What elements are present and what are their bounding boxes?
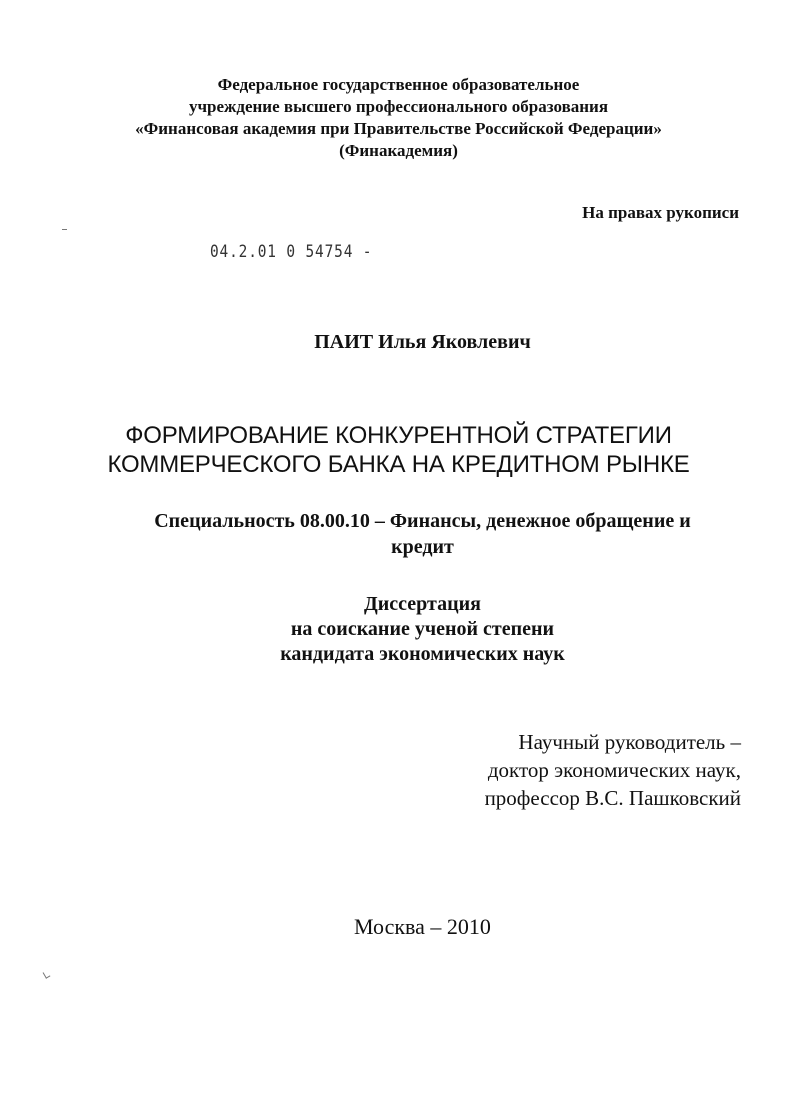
scan-speck xyxy=(62,229,67,230)
library-stamp-number: 04.2.01 0 54754 - xyxy=(210,242,373,262)
institution-line: «Финансовая академия при Правительстве Российской Федерации» xyxy=(135,119,662,138)
title-line: ФОРМИРОВАНИЕ КОНКУРЕНТНОЙ СТРАТЕГИИ xyxy=(125,422,672,449)
institution-line: (Финакадемия) xyxy=(339,141,458,160)
title-line: КОММЕРЧЕСКОГО БАНКА НА КРЕДИТНОМ РЫНКЕ xyxy=(107,451,690,478)
dissertation-type xyxy=(0,592,797,667)
specialty-line: кредит xyxy=(391,536,454,558)
specialty xyxy=(0,508,797,560)
rights-note: На правах рукописи xyxy=(582,203,739,222)
specialty-line: Специальность 08.00.10 – Финансы, денежное обращение и xyxy=(154,510,691,532)
supervisor-line: профессор В.С. Пашковский xyxy=(484,786,741,810)
author-name: ПАИТ Илья Яковлевич xyxy=(314,331,531,353)
dissertation-line: кандидата экономических наук xyxy=(280,643,565,665)
supervisor-line: доктор экономических наук, xyxy=(487,758,741,782)
institution-header xyxy=(0,74,797,162)
city-year: Москва – 2010 xyxy=(354,914,491,939)
supervisor-line: Научный руководитель – xyxy=(518,730,741,754)
institution-line: учреждение высшего профессионального образования xyxy=(188,97,609,116)
supervisor-block xyxy=(485,728,741,812)
dissertation-line: на соискание ученой степени xyxy=(290,618,555,640)
scan-speck xyxy=(43,970,51,979)
dissertation-line: Диссертация xyxy=(364,593,481,615)
institution-line: Федеральное государственное образовательное xyxy=(217,75,580,94)
dissertation-title xyxy=(0,421,797,479)
